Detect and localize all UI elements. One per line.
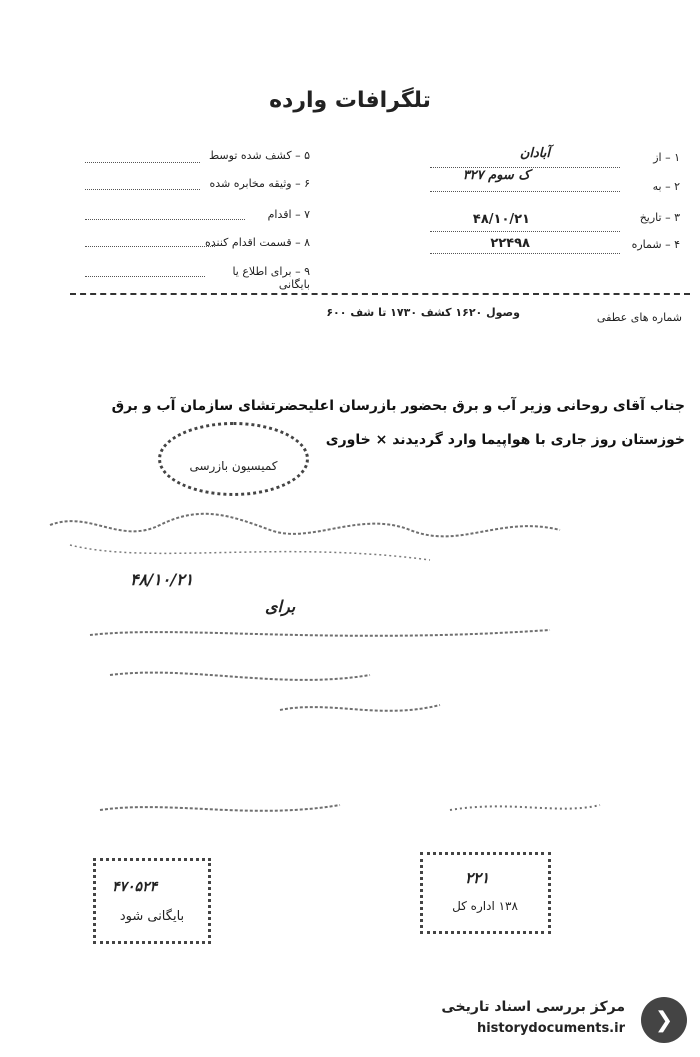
field-decoded-by: ۵ – کشف شده توسط bbox=[208, 149, 310, 162]
field-number-label: ۴ – شماره bbox=[631, 238, 680, 251]
reference-label: شماره های عطفی bbox=[596, 311, 682, 324]
field-date-value: ۴۸/۱۰/۲۱ bbox=[472, 212, 530, 227]
field-info-archive: ۹ – برای اطلاع یا بایگانی bbox=[232, 265, 310, 291]
department-stamp-number: ۲۲۱ bbox=[465, 869, 490, 887]
document-title: تلگرافات وارده bbox=[269, 88, 431, 113]
handwritten-date: ۴۸/۱۰/۲۱ bbox=[130, 570, 194, 589]
archive-stamp bbox=[93, 858, 211, 944]
field-transmitted: ۶ – وثیقه مخابره شده bbox=[209, 177, 310, 190]
field-to-label: ۲ – به bbox=[652, 180, 680, 193]
body-line-2: خوزستان روز جاری با هواپیما وارد گردیدند × خاوری bbox=[325, 432, 685, 448]
field-date-label: ۳ – تاریخ bbox=[639, 211, 680, 224]
field-action: ۷ – اقدام bbox=[267, 208, 310, 221]
lower-scribbles bbox=[90, 780, 610, 830]
handwriting-scribbles bbox=[30, 505, 590, 725]
archive-stamp-text: بایگانی شود bbox=[119, 909, 185, 924]
reference-value: وصول ۱۶۲۰ کشف ۱۷۳۰ تا شف ۶۰۰ bbox=[326, 306, 520, 319]
field-acting-dept: ۸ – قسمت اقدام کننده bbox=[204, 236, 310, 249]
field-number-value: ۲۲۴۹۸ bbox=[490, 236, 530, 251]
body-line-1: جناب آقای روحانی وزیر آب و برق بحضور بازرسان اعلیحضرتشای سازمان آب و برق bbox=[111, 398, 685, 414]
department-stamp-text: ۱۳۸ اداره کل bbox=[452, 899, 518, 913]
footer-watermark bbox=[405, 995, 695, 1045]
handwritten-word: برای bbox=[265, 597, 296, 616]
footer-org-name: مرکز بررسی اسناد تاریخی bbox=[441, 999, 625, 1015]
field-to-value: ک سوم ۳۲۷ bbox=[462, 168, 530, 183]
archive-stamp-number: ۴۷۰۵۲۴ bbox=[112, 879, 158, 895]
field-from-value: آبادان bbox=[519, 146, 550, 161]
footer-website: historydocuments.ir bbox=[476, 1021, 625, 1036]
header-divider bbox=[70, 293, 690, 295]
field-from-label: ۱ – از bbox=[653, 151, 680, 164]
logo-icon: ❯ bbox=[641, 997, 687, 1043]
oval-stamp bbox=[158, 422, 309, 496]
oval-stamp-text: کمیسیون بازرسی bbox=[189, 459, 278, 473]
department-stamp bbox=[420, 852, 551, 934]
